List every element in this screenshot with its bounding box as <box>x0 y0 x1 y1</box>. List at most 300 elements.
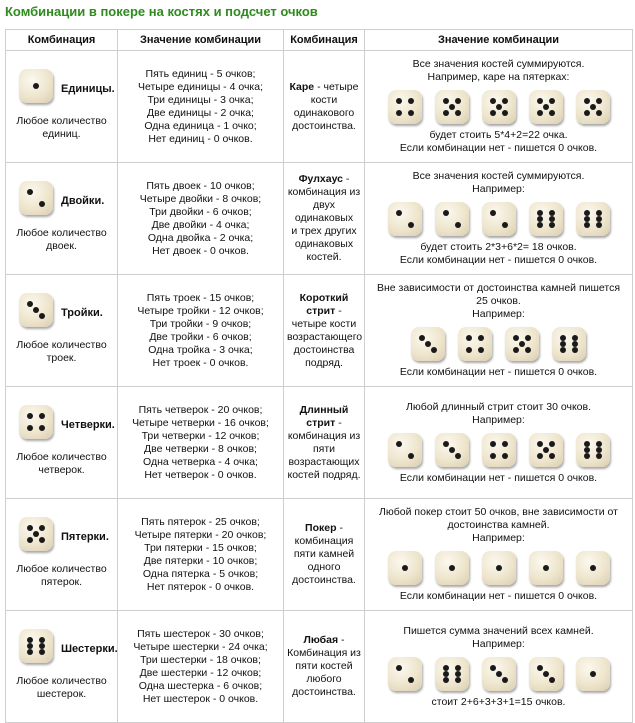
text-line: Любое количество <box>16 450 107 463</box>
text-line: Например: <box>472 413 525 426</box>
text-line: Три тройки - 9 очков; <box>149 317 252 330</box>
text-line: шестерок. <box>36 687 87 700</box>
die-face-5-icon <box>529 433 563 467</box>
pip <box>590 104 596 110</box>
text-line: Если комбинации нет - пишется 0 очков. <box>399 366 598 378</box>
pip <box>590 565 596 571</box>
combination-name: Двойки. <box>61 194 105 207</box>
text-line: Три четверки - 12 очков; <box>141 429 260 442</box>
combination-cell <box>6 275 118 387</box>
combination-description: - <box>339 522 343 534</box>
pip <box>455 222 461 228</box>
pip <box>560 347 566 353</box>
pip <box>490 665 496 671</box>
table-header-row <box>6 30 633 51</box>
pip <box>502 110 508 116</box>
pip <box>449 565 455 571</box>
pip <box>537 441 543 447</box>
pip <box>596 222 602 228</box>
text-line: Четыре четверки - 16 очков; <box>132 416 269 429</box>
text-line: пяти костей <box>295 660 353 672</box>
pip <box>490 453 496 459</box>
text-line: Четыре двойки - 8 очков; <box>139 192 262 205</box>
text-line: Нет двоек - 0 очков. <box>152 244 249 257</box>
text-line: одинаковых <box>294 238 354 250</box>
combination-values <box>118 499 284 611</box>
text-line: Одна шестерка - 6 очков; <box>138 679 263 692</box>
pip <box>584 110 590 116</box>
pip <box>455 110 461 116</box>
pip <box>490 110 496 116</box>
pip <box>455 671 461 677</box>
combination-description: - <box>341 634 345 646</box>
pip <box>502 222 508 228</box>
combination-name: Шестерки. <box>61 642 118 655</box>
die-face-3-icon <box>411 327 445 361</box>
combination-example <box>365 611 633 723</box>
die-face-5-icon <box>19 517 53 551</box>
die-face-2-icon <box>19 181 53 215</box>
text-line: комбинация <box>294 535 354 547</box>
text-line: Если комбинации нет - пишется 0 очков. <box>399 471 598 484</box>
pip <box>27 537 33 543</box>
die-face-1-icon <box>482 551 516 585</box>
combination-cell <box>6 387 118 499</box>
pip <box>39 201 45 207</box>
text-line: Одна единица - 1 очко; <box>144 119 257 132</box>
combination-example <box>365 387 633 499</box>
dice-example <box>368 327 629 361</box>
text-line: Например: <box>472 637 525 650</box>
die-face-5-icon <box>505 327 539 361</box>
text-line: Нет четверок - 0 очков. <box>144 468 257 481</box>
combination-values <box>118 611 284 723</box>
pip <box>39 643 45 649</box>
text-line: Пять шестерок - 30 очков; <box>137 627 264 640</box>
pip <box>496 565 502 571</box>
text-line: Например: <box>472 532 525 544</box>
table-row <box>6 611 633 723</box>
pip <box>537 98 543 104</box>
text-line: достоинства. <box>292 119 356 132</box>
text-line: Например, каре на пятерках: <box>427 71 570 83</box>
pip <box>537 110 543 116</box>
table-row <box>6 51 633 163</box>
pip <box>549 110 555 116</box>
text-line: комбинация из <box>287 186 361 198</box>
combination-cell <box>284 163 365 275</box>
pip <box>478 335 484 341</box>
text-line: Четыре пятерки - 20 очков; <box>134 528 267 541</box>
die-face-1-icon <box>435 551 469 585</box>
pip <box>502 677 508 683</box>
pip <box>549 98 555 104</box>
pip <box>543 104 549 110</box>
combination-cell <box>6 499 118 611</box>
text-line: достоинства <box>293 343 355 356</box>
pip <box>490 210 496 216</box>
text-line: возрастающих <box>288 455 360 468</box>
combination-cell <box>6 611 118 723</box>
die-face-6-icon <box>576 202 610 236</box>
combination-name: Каре <box>289 80 315 93</box>
text-line: Все значения костей суммируются. <box>412 58 585 70</box>
text-line: достоинства. <box>292 686 356 698</box>
text-line: Одна тройка - 3 очка; <box>148 343 253 356</box>
text-line: Если комбинации нет - пишется 0 очков. <box>399 590 598 602</box>
text-line: Все значения костей суммируются. <box>412 170 585 182</box>
pip <box>572 347 578 353</box>
pip <box>502 453 508 459</box>
combination-values <box>118 51 284 163</box>
pip <box>455 453 461 459</box>
pip <box>584 98 590 104</box>
text-line: Любой покер стоит 50 очков, вне зависимости от <box>379 506 618 518</box>
pip <box>39 637 45 643</box>
pip <box>513 335 519 341</box>
pip <box>39 649 45 655</box>
pip <box>408 222 414 228</box>
pip <box>419 335 425 341</box>
pip <box>596 441 602 447</box>
combination-description <box>9 339 114 365</box>
combination-values <box>118 275 284 387</box>
combination-example <box>365 163 633 275</box>
combination-description <box>9 451 114 477</box>
combination-name: Длинный стрит <box>299 403 349 429</box>
text-line: одного <box>307 561 341 573</box>
text-line: единиц. <box>42 127 81 140</box>
combination-name: Единицы. <box>61 82 115 95</box>
pip <box>449 447 455 453</box>
pip <box>396 110 402 116</box>
die-face-5-icon <box>482 90 516 124</box>
pip <box>27 637 33 643</box>
column-header: Значение комбинации <box>365 30 633 51</box>
text-line: Одна пятерка - 5 очков; <box>142 567 259 580</box>
pip <box>455 677 461 683</box>
text-line: Одна четверка - 4 очка; <box>143 455 258 468</box>
pip <box>502 98 508 104</box>
pip <box>525 347 531 353</box>
combination-example <box>365 499 633 611</box>
pip <box>525 335 531 341</box>
combination-name: Покер <box>305 522 337 534</box>
text-line: двоек. <box>46 239 77 252</box>
combination-cell <box>284 499 365 611</box>
text-line: Комбинация из <box>287 647 361 659</box>
die-face-6-icon <box>552 327 586 361</box>
die-face-3-icon <box>529 657 563 691</box>
text-line: Пишется сумма значений всех камней. <box>403 624 594 637</box>
text-line: любого <box>306 673 342 685</box>
pip <box>396 210 402 216</box>
pip <box>33 531 39 537</box>
pip <box>455 665 461 671</box>
text-line: Две пятерки - 10 очков; <box>143 554 258 567</box>
text-line: Нет шестерок - 0 очков. <box>142 692 259 705</box>
die-face-6-icon <box>19 629 53 663</box>
pip <box>543 671 549 677</box>
text-line: пятерок. <box>40 575 83 588</box>
text-line: Две двойки - 4 очка; <box>151 218 250 231</box>
text-line: Три двойки - 6 очков; <box>149 205 252 218</box>
combination-cell <box>284 611 365 723</box>
pip <box>596 453 602 459</box>
text-line: Любое количество <box>16 338 107 351</box>
pip <box>466 335 472 341</box>
pip <box>443 671 449 677</box>
combination-name: Фулхаус <box>298 173 343 185</box>
pip <box>543 565 549 571</box>
text-line: троек. <box>46 351 77 364</box>
dice-example <box>368 202 629 236</box>
die-face-2-icon <box>482 202 516 236</box>
text-line: Одна двойка - 2 очка; <box>147 231 254 244</box>
die-face-1-icon <box>19 69 53 103</box>
text-line: пяти камней <box>293 548 355 560</box>
combination-description <box>9 563 114 589</box>
text-line: комбинация из <box>287 429 361 442</box>
pip <box>408 677 414 683</box>
pip <box>596 98 602 104</box>
combination-cell <box>284 51 365 163</box>
scoring-table <box>5 29 633 723</box>
pip <box>396 441 402 447</box>
text-line: Если комбинации нет - пишется 0 очков. <box>399 254 598 266</box>
pip <box>537 453 543 459</box>
pip <box>549 222 555 228</box>
text-line: Нет троек - 0 очков. <box>152 356 249 369</box>
pip <box>496 104 502 110</box>
die-face-4-icon <box>482 433 516 467</box>
text-line: костей. <box>306 251 342 263</box>
text-line: Если комбинации нет - пишется 0 очков. <box>399 142 598 154</box>
die-face-4-icon <box>388 90 422 124</box>
text-line: Две шестерки - 12 очков; <box>139 666 262 679</box>
combination-values <box>118 163 284 275</box>
pip <box>402 565 408 571</box>
text-line: подряд. <box>305 356 343 369</box>
die-face-1-icon <box>388 551 422 585</box>
combination-description <box>9 115 114 141</box>
text-line: Например: <box>472 308 525 320</box>
pip <box>549 453 555 459</box>
text-line: Пять единиц - 5 очков; <box>145 67 256 80</box>
text-line: 25 очков. <box>476 295 521 307</box>
die-face-6-icon <box>529 202 563 236</box>
die-face-5-icon <box>435 90 469 124</box>
pip <box>549 441 555 447</box>
dice-example <box>368 433 629 467</box>
die-face-6-icon <box>435 657 469 691</box>
text-line: Например: <box>472 183 525 195</box>
die-face-2-icon <box>388 433 422 467</box>
pip <box>449 104 455 110</box>
pip <box>396 98 402 104</box>
die-face-1-icon <box>576 551 610 585</box>
pip <box>519 341 525 347</box>
pip <box>513 347 519 353</box>
column-header: Комбинация <box>284 30 365 51</box>
combination-description: - <box>338 304 342 317</box>
combination-example <box>365 275 633 387</box>
die-face-1-icon <box>529 551 563 585</box>
pip <box>443 677 449 683</box>
die-face-3-icon <box>482 657 516 691</box>
dice-example <box>368 657 629 691</box>
pip <box>490 98 496 104</box>
pip <box>27 643 33 649</box>
text-line: Три шестерки - 18 очков; <box>140 653 261 666</box>
text-line: достоинства. <box>292 574 356 586</box>
text-line: костей подряд. <box>287 468 361 481</box>
text-line: Любое количество <box>16 562 107 575</box>
pip <box>408 453 414 459</box>
pip <box>39 525 45 531</box>
combination-name: Четверки. <box>61 418 115 431</box>
die-face-3-icon <box>19 293 53 327</box>
pip <box>443 441 449 447</box>
pip <box>39 313 45 319</box>
die-face-2-icon <box>388 202 422 236</box>
text-line: Пять четверок - 20 очков; <box>138 403 263 416</box>
pip <box>455 98 461 104</box>
pip <box>584 447 590 453</box>
table-row <box>6 499 633 611</box>
die-face-6-icon <box>576 433 610 467</box>
combination-name: Тройки. <box>61 306 103 319</box>
text-line: Две четверки - 8 очков; <box>144 442 257 455</box>
pip <box>39 537 45 543</box>
pip <box>27 301 33 307</box>
combination-name: Любая <box>303 634 339 646</box>
text-line: стоит 2+6+3+3+1=15 очков. <box>431 695 566 708</box>
pip <box>596 447 602 453</box>
pip <box>431 347 437 353</box>
pip <box>408 110 414 116</box>
text-line: четверок. <box>38 463 85 476</box>
pip <box>466 347 472 353</box>
table-row <box>6 387 633 499</box>
combination-description <box>9 675 114 701</box>
combination-cell <box>6 51 118 163</box>
pip <box>443 98 449 104</box>
text-line: Пять троек - 15 очков; <box>146 291 255 304</box>
text-line: Три пятерки - 15 очков; <box>144 541 257 554</box>
combination-cell <box>6 163 118 275</box>
pip <box>408 98 414 104</box>
text-line: двух одинаковых <box>294 199 354 224</box>
text-line: возрастающего <box>287 330 363 343</box>
pip <box>33 83 39 89</box>
combination-description <box>9 227 114 253</box>
die-face-3-icon <box>435 433 469 467</box>
pip <box>396 665 402 671</box>
text-line: Любое количество <box>16 114 107 127</box>
text-line: Три единицы - 3 очка; <box>147 93 254 106</box>
text-line: четыре кости <box>291 317 357 330</box>
text-line: Пять пятерок - 25 очков; <box>141 515 260 528</box>
text-line: Четыре шестерки - 24 очка; <box>133 640 268 653</box>
pip <box>27 425 33 431</box>
combination-description: - четыре <box>317 80 359 93</box>
die-face-4-icon <box>19 405 53 439</box>
pip <box>39 425 45 431</box>
text-line: и трех других <box>291 225 357 237</box>
pip <box>596 110 602 116</box>
pip <box>543 447 549 453</box>
pip <box>537 665 543 671</box>
pip <box>584 453 590 459</box>
pip <box>478 347 484 353</box>
text-line: Любой длинный стрит стоит 30 очков. <box>405 400 592 413</box>
table-row <box>6 163 633 275</box>
combination-values <box>118 387 284 499</box>
text-line: Две единицы - 2 очка; <box>147 106 254 119</box>
text-line: Любое количество <box>16 674 107 687</box>
die-face-2-icon <box>435 202 469 236</box>
pip <box>496 671 502 677</box>
pip <box>27 525 33 531</box>
text-line: кости <box>310 93 338 106</box>
combination-cell <box>284 275 365 387</box>
pip <box>33 307 39 313</box>
text-line: будет стоить 2*3+6*2= 18 очков. <box>420 241 577 253</box>
text-line: Четыре тройки - 12 очков; <box>137 304 264 317</box>
pip <box>39 413 45 419</box>
column-header: Значение комбинации <box>118 30 284 51</box>
pip <box>443 210 449 216</box>
pip <box>549 677 555 683</box>
pip <box>27 189 33 195</box>
combination-description: - <box>345 173 350 185</box>
die-face-5-icon <box>529 90 563 124</box>
combination-cell <box>284 387 365 499</box>
text-line: Вне зависимости от достоинства камней пишется <box>376 282 621 294</box>
text-line: Четыре единицы - 4 очка; <box>137 80 263 93</box>
text-line: будет стоить 5*4+2=22 очка. <box>429 129 568 141</box>
die-face-2-icon <box>388 657 422 691</box>
die-face-5-icon <box>576 90 610 124</box>
text-line: Нет единиц - 0 очков. <box>148 132 253 145</box>
dice-example <box>368 551 629 585</box>
text-line: Пять двоек - 10 очков; <box>146 179 255 192</box>
combination-name: Короткий стрит <box>299 291 349 317</box>
column-header: Комбинация <box>6 30 118 51</box>
pip <box>537 222 543 228</box>
pip <box>584 222 590 228</box>
dice-example <box>368 90 629 124</box>
text-line: пяти <box>312 442 336 455</box>
pip <box>584 441 590 447</box>
text-line: одинакового <box>293 106 355 119</box>
pip <box>27 649 33 655</box>
pip <box>502 441 508 447</box>
pip <box>490 441 496 447</box>
pip <box>425 341 431 347</box>
page-title: Комбинации в покере на костях и подсчет очков <box>5 4 318 19</box>
text-line: достоинства камней. <box>447 519 550 531</box>
text-line: Две тройки - 6 очков; <box>149 330 252 343</box>
pip <box>443 665 449 671</box>
text-line: Нет пятерок - 0 очков. <box>146 580 255 593</box>
pip <box>590 671 596 677</box>
combination-name: Пятерки. <box>61 530 109 543</box>
table-row <box>6 275 633 387</box>
pip <box>443 110 449 116</box>
pip <box>27 413 33 419</box>
